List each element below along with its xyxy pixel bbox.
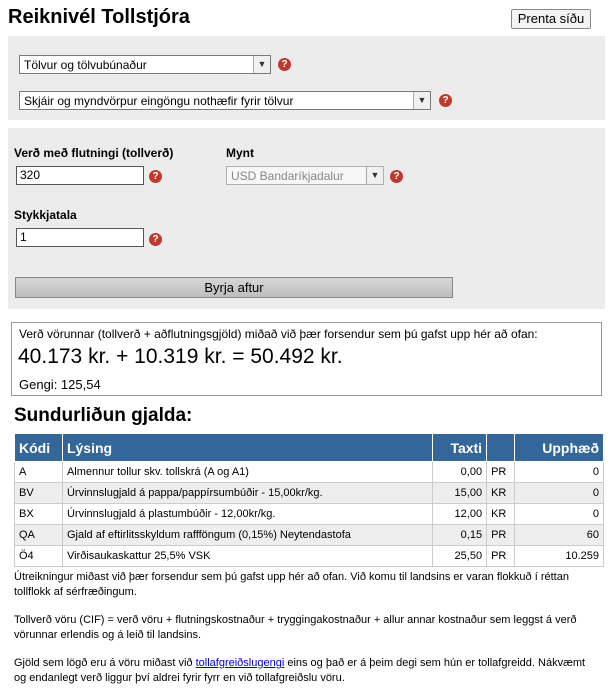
row-unit: PR bbox=[487, 525, 515, 546]
row-amount: 0 bbox=[515, 483, 604, 504]
row-rate: 12,00 bbox=[433, 504, 487, 525]
help-icon[interactable]: ? bbox=[149, 170, 162, 183]
table-row bbox=[15, 462, 604, 483]
note-paragraph: Útreikningur miðast við þær forsendur sem þú gafst upp hér að ofan. Við komu til landsins er varan flokkuð í réttan tollflokk af sérfræðingum. bbox=[14, 571, 569, 598]
row-unit: KR bbox=[487, 504, 515, 525]
col-desc: Lýsing bbox=[62, 434, 432, 462]
chevron-down-icon: ▼ bbox=[413, 92, 430, 109]
table-row bbox=[15, 525, 604, 546]
row-desc: Virðisaukaskattur 25,5% VSK bbox=[62, 546, 432, 567]
exchange-rate: Gengi: 125,54 bbox=[19, 377, 101, 392]
row-rate: 15,00 bbox=[433, 483, 487, 504]
note-paragraph: Tollverð vöru (CIF) = verð vöru + flutningskostnaður + tryggingakostnaður + allur annar kostnaður sem leggst á verð vörunnar erlendis og á leið til landsins. bbox=[14, 614, 577, 641]
row-desc: Almennur tollur skv. tollskrá (A og A1) bbox=[62, 462, 432, 483]
row-code: QA bbox=[15, 525, 63, 546]
page-title: Reiknivél Tollstjóra bbox=[8, 6, 190, 28]
row-code: BX bbox=[15, 504, 63, 525]
help-icon[interactable]: ? bbox=[278, 58, 291, 71]
row-amount: 0 bbox=[515, 504, 604, 525]
exchange-rate-link[interactable]: tollafgreiðslugengi bbox=[195, 657, 285, 669]
row-desc: Úrvinnslugjald á plastumbúðir - 12,00kr/kg. bbox=[62, 504, 432, 525]
note-text: Gjöld sem lögð eru á vöru miðast við bbox=[14, 657, 196, 669]
row-unit: KR bbox=[487, 483, 515, 504]
chevron-down-icon: ▼ bbox=[366, 167, 383, 184]
note-text: eins og það er á þeim degi sem hún er tollafgreidd. Nákvæmt og endanlegt verð liggur því aldrei fyrir fyrr en við tollafgreiðslu vöru. bbox=[14, 657, 586, 684]
chevron-down-icon: ▼ bbox=[253, 56, 270, 73]
result-total: 40.173 kr. + 10.319 kr. = 50.492 kr. bbox=[18, 345, 343, 368]
fees-table bbox=[14, 433, 604, 567]
price-input[interactable]: 320 bbox=[16, 166, 144, 185]
reset-button[interactable]: Byrja aftur bbox=[15, 277, 453, 298]
col-code: Kódi bbox=[15, 434, 63, 462]
currency-label: Mynt bbox=[226, 146, 254, 160]
row-amount: 10.259 bbox=[515, 546, 604, 567]
row-code: A bbox=[15, 462, 63, 483]
category-select[interactable] bbox=[19, 55, 271, 74]
category-select-value: Tölvur og tölvubúnaður bbox=[24, 58, 147, 72]
notes bbox=[14, 570, 594, 699]
category-panel bbox=[8, 36, 605, 120]
table-row bbox=[15, 504, 604, 525]
row-unit: PR bbox=[487, 462, 515, 483]
quantity-input[interactable]: 1 bbox=[16, 228, 144, 247]
table-row bbox=[15, 483, 604, 504]
row-code: BV bbox=[15, 483, 63, 504]
col-amount: Upphæð bbox=[515, 434, 604, 462]
row-code: Ö4 bbox=[15, 546, 63, 567]
currency-select[interactable] bbox=[226, 166, 384, 185]
row-unit: PR bbox=[487, 546, 515, 567]
col-rate: Taxti bbox=[433, 434, 487, 462]
print-button[interactable]: Prenta síðu bbox=[511, 9, 591, 29]
row-amount: 0 bbox=[515, 462, 604, 483]
subcategory-select-value: Skjáir og myndvörpur eingöngu nothæfir fyrir tölvur bbox=[24, 94, 294, 108]
row-desc: Gjald af eftirlitsskyldum raffföngum (0,15%) Neytendastofa bbox=[62, 525, 432, 546]
note-paragraph bbox=[14, 656, 594, 686]
help-icon[interactable]: ? bbox=[149, 233, 162, 246]
currency-select-value: USD Bandaríkjadalur bbox=[231, 169, 344, 183]
row-rate: 25,50 bbox=[433, 546, 487, 567]
row-rate: 0,00 bbox=[433, 462, 487, 483]
quantity-label: Stykkjatala bbox=[14, 208, 77, 222]
table-row bbox=[15, 546, 604, 567]
table-header bbox=[15, 434, 604, 462]
result-box bbox=[11, 322, 602, 396]
result-intro: Verð vörunnar (tollverð + aðflutningsgjöld) miðað við þær forsendur sem þú gafst upp hér að ofan: bbox=[19, 327, 538, 341]
help-icon[interactable]: ? bbox=[390, 170, 403, 183]
breakdown-heading: Sundurliðun gjalda: bbox=[14, 405, 193, 426]
col-unit bbox=[487, 434, 515, 462]
subcategory-select[interactable] bbox=[19, 91, 431, 110]
help-icon[interactable]: ? bbox=[439, 94, 452, 107]
row-desc: Úrvinnslugjald á pappa/pappírsumbúðir - 15,00kr/kg. bbox=[62, 483, 432, 504]
price-label: Verð með flutningi (tollverð) bbox=[14, 146, 174, 160]
row-amount: 60 bbox=[515, 525, 604, 546]
row-rate: 0,15 bbox=[433, 525, 487, 546]
